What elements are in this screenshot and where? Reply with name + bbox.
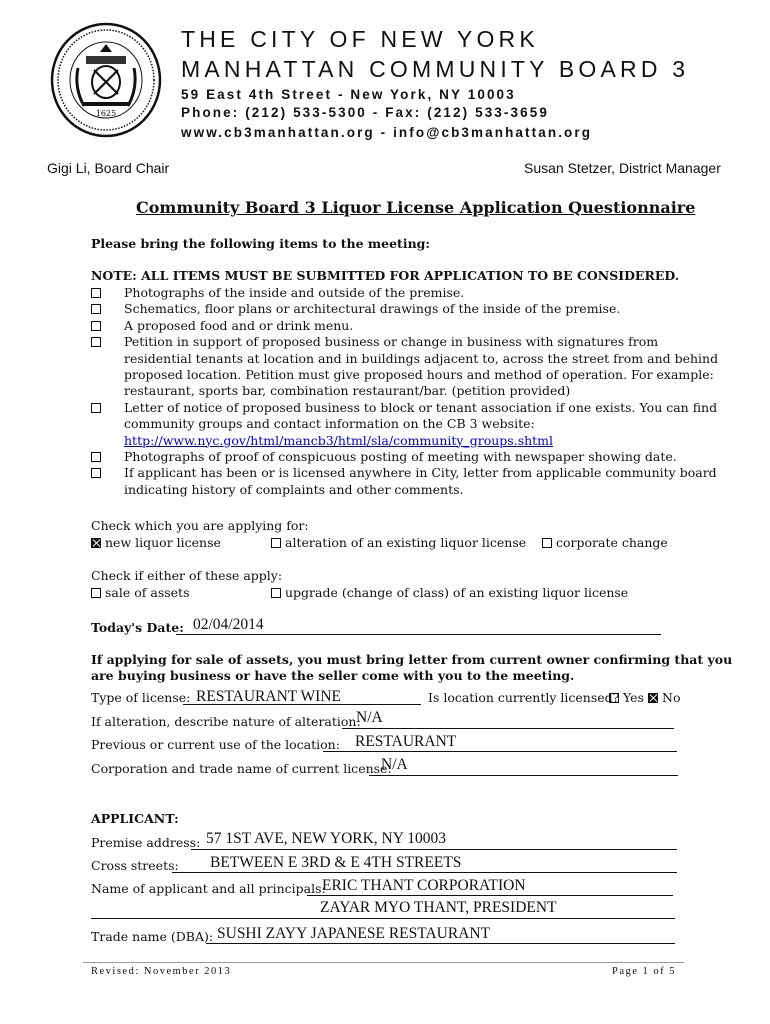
licensed-no-option[interactable]: No — [648, 690, 680, 705]
applicant-name-value[interactable]: ERIC THANT CORPORATION — [322, 877, 526, 894]
previous-use-value[interactable]: RESTAURANT — [355, 733, 457, 750]
required-item-checkbox[interactable] — [91, 321, 101, 331]
trade-name-line — [206, 943, 675, 944]
board-web-email: www.cb3manhattan.org - info@cb3manhattan.org — [181, 125, 593, 140]
board-address: 59 East 4th Street - New York, NY 10003 — [181, 87, 516, 102]
required-item-checkbox[interactable] — [91, 403, 101, 413]
new-license-checkbox[interactable] — [91, 538, 101, 548]
alteration-label: If alteration, describe nature of alteration: — [91, 714, 361, 729]
alteration-checkbox[interactable] — [271, 538, 281, 548]
licensed-yes-option[interactable]: Yes — [609, 690, 644, 705]
option-upgrade[interactable]: upgrade (change of class) of an existing liquor license — [271, 585, 628, 600]
license-type-value[interactable]: RESTAURANT WINE — [196, 688, 342, 705]
svg-text:1625: 1625 — [95, 109, 117, 118]
sale-assets-note-line1: If applying for sale of assets, you must bring letter from current owner confirming that you — [91, 652, 733, 667]
board-chair: Gigi Li, Board Chair — [47, 160, 170, 176]
corporate-change-checkbox[interactable] — [542, 538, 552, 548]
required-item-checkbox[interactable] — [91, 468, 101, 478]
required-item-text: Petition in support of proposed business or change in business with signatures from — [124, 334, 659, 350]
todays-date-label: Today's Date: — [91, 620, 184, 635]
premise-address-line — [191, 849, 677, 850]
revised-date: Revised: November 2013 — [91, 966, 232, 977]
todays-date-value[interactable]: 02/04/2014 — [193, 616, 264, 633]
bring-items-label: Please bring the following items to the meeting: — [91, 236, 431, 251]
either-apply-label: Check if either of these apply: — [91, 568, 283, 583]
board-title: MANHATTAN COMMUNITY BOARD 3 — [181, 56, 690, 82]
required-item-text: proposed location. Petition must give proposed hours and method of operation. For example: — [124, 366, 714, 382]
sale-assets-note-line2: are buying business or have the seller come with you to the meeting. — [91, 668, 575, 683]
required-item-text: Photographs of the inside and outside of the premise. — [124, 285, 465, 300]
previous-use-line — [323, 751, 677, 752]
required-item-text: indicating history of complaints and other comments. — [124, 481, 464, 497]
required-item-text: community groups and contact information on the CB 3 website: — [124, 416, 535, 432]
submission-note: NOTE: ALL ITEMS MUST BE SUBMITTED FOR APPLICATION TO BE CONSIDERED. — [91, 268, 680, 283]
premise-address-value[interactable]: 57 1ST AVE, NEW YORK, NY 10003 — [206, 830, 446, 847]
option-new-liquor-license[interactable]: new liquor license — [91, 535, 221, 550]
option-alteration[interactable]: alteration of an existing liquor license — [271, 535, 526, 550]
form-title: Community Board 3 Liquor License Application Questionnaire — [136, 198, 696, 217]
required-item-checkbox[interactable] — [91, 452, 101, 462]
trade-name-label: Trade name (DBA): — [91, 929, 214, 944]
currently-licensed-label: Is location currently licensed? — [428, 690, 620, 705]
city-seal — [50, 22, 162, 138]
corporation-value[interactable]: N/A — [381, 756, 408, 773]
applicant-name-label: Name of applicant and all principals: — [91, 881, 326, 896]
district-manager: Susan Stetzer, District Manager — [524, 160, 721, 176]
required-item-text: Schematics, floor plans or architectural drawings of the inside of the premise. — [124, 301, 621, 317]
upgrade-checkbox[interactable] — [271, 588, 281, 598]
alteration-line — [342, 728, 674, 729]
premise-address-label: Premise address: — [91, 835, 201, 850]
license-type-label: Type of license: — [91, 690, 191, 705]
previous-use-label: Previous or current use of the location: — [91, 737, 340, 752]
city-title: THE CITY OF NEW YORK — [181, 26, 539, 52]
cross-streets-value[interactable]: BETWEEN E 3RD & E 4TH STREETS — [210, 854, 462, 871]
corporation-label: Corporation and trade name of current license: — [91, 761, 392, 776]
alteration-value[interactable]: N/A — [356, 709, 383, 726]
required-item-text: Letter of notice of proposed business to block or tenant association if one exists. You can find — [124, 399, 718, 415]
required-item-text: A proposed food and or drink menu. — [124, 317, 354, 333]
applicant-name-line — [307, 895, 673, 896]
sale-of-assets-checkbox[interactable] — [91, 588, 101, 598]
page-number: Page 1 of 5 — [612, 966, 677, 977]
option-corporate-change[interactable]: corporate change — [542, 535, 668, 550]
todays-date-line — [176, 634, 661, 635]
trade-name-value[interactable]: SUSHI ZAYY JAPANESE RESTAURANT — [217, 925, 491, 942]
cross-streets-label: Cross streets: — [91, 858, 179, 873]
required-item-text: residential tenants at location and in buildings adjacent to, across the street from and behind — [124, 350, 719, 366]
applicant-heading: APPLICANT: — [91, 811, 179, 826]
applicant-name-line-2 — [91, 918, 675, 919]
corporation-line — [369, 775, 678, 776]
required-item-checkbox[interactable] — [91, 288, 101, 298]
licensed-no-checkbox[interactable] — [648, 693, 658, 703]
option-sale-of-assets[interactable]: sale of assets — [91, 585, 189, 600]
licensed-yes-checkbox[interactable] — [609, 693, 619, 703]
community-groups-link[interactable]: http://www.nyc.gov/html/mancb3/html/sla/community_groups.shtml — [124, 432, 554, 448]
required-item-text: restaurant, sports bar, combination restaurant/bar. (petition provided) — [124, 383, 571, 399]
applying-for-label: Check which you are applying for: — [91, 518, 309, 533]
footer-divider — [83, 962, 684, 963]
applicant-principal-value[interactable]: ZAYAR MYO THANT, PRESIDENT — [320, 899, 557, 916]
required-item-checkbox[interactable] — [91, 337, 101, 347]
board-phone-fax: Phone: (212) 533-5300 - Fax: (212) 533-3659 — [181, 105, 549, 120]
cross-streets-line — [172, 872, 677, 873]
required-item-text: Photographs of proof of conspicuous posting of meeting with newspaper showing date. — [124, 449, 677, 464]
required-item-checkbox[interactable] — [91, 304, 101, 314]
required-item-text: If applicant has been or is licensed anywhere in City, letter from applicable community board — [124, 465, 717, 481]
